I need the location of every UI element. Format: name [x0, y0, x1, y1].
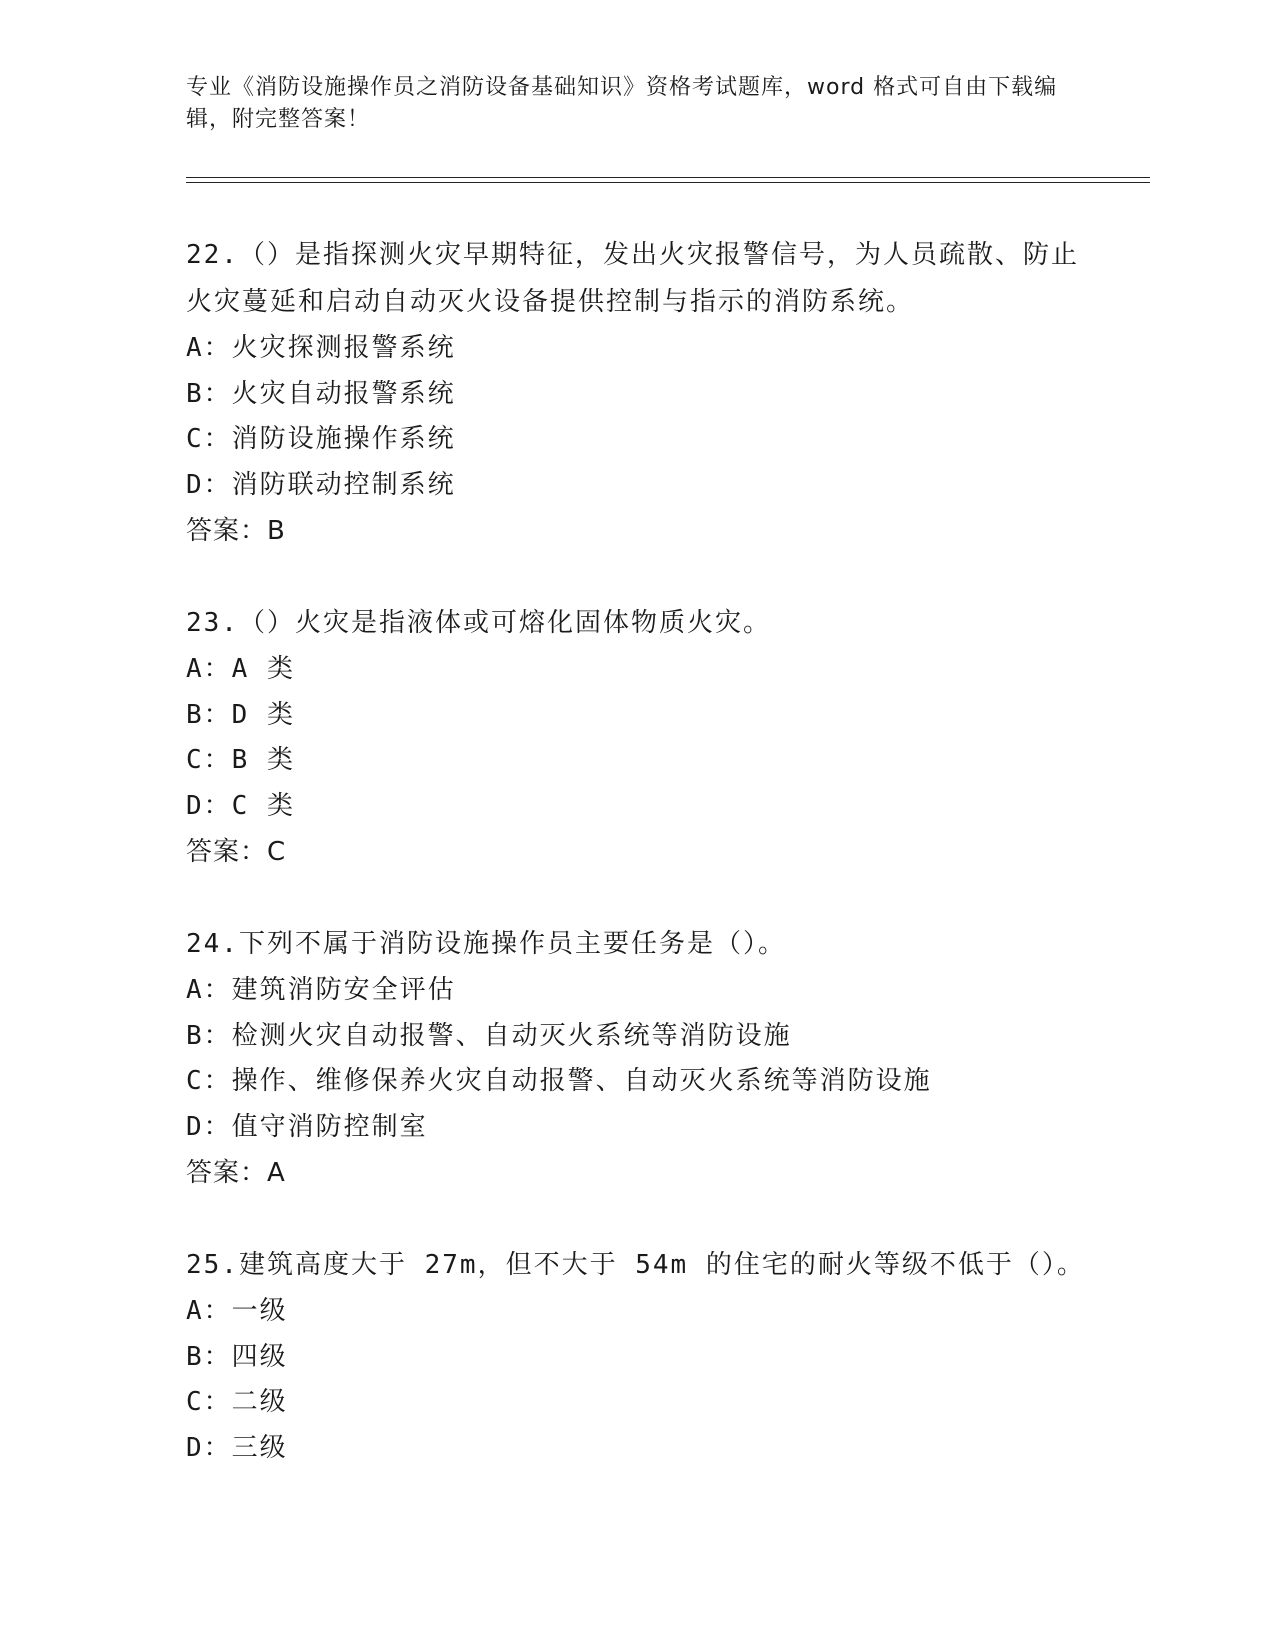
question-23 [186, 600, 1086, 875]
header-divider-top [186, 177, 1150, 178]
option-c: C：消防设施操作系统 [186, 424, 456, 454]
question-stem: 22.（）是指探测火灾早期特征，发出火灾报警信号，为人员疏散、防止火灾蔓延和启动自动灭火设备提供控制与指示的消防系统。 [186, 240, 1079, 317]
option-d: D：值守消防控制室 [186, 1111, 428, 1142]
option-c: C：B 类 [186, 745, 295, 775]
question-25 [186, 1242, 1086, 1471]
question-list [186, 232, 1086, 1517]
header-divider-bottom [186, 182, 1150, 183]
option-d: D：消防联动控制系统 [186, 469, 456, 500]
option-b: B：检测火灾自动报警、自动灭火系统等消防设施 [186, 1020, 792, 1051]
question-stem: 23.（）火灾是指液体或可熔化固体物质火灾。 [186, 608, 771, 638]
option-a: A：一级 [186, 1296, 288, 1326]
option-a: A：A 类 [186, 654, 295, 684]
option-b: B：火灾自动报警系统 [186, 378, 456, 409]
answer-line: 答案：B [186, 516, 286, 546]
option-a: A：建筑消防安全评估 [186, 975, 456, 1005]
option-c: C：二级 [186, 1387, 288, 1417]
document-header: 专业《消防设施操作员之消防设备基础知识》资格考试题库，word 格式可自由下载编辑，附完整答案！ [186, 75, 1058, 132]
option-b: B：四级 [186, 1341, 288, 1372]
option-c: C：操作、维修保养火灾自动报警、自动灭火系统等消防设施 [186, 1066, 932, 1096]
answer-line: 答案：C [186, 837, 287, 867]
option-a: A：火灾探测报警系统 [186, 333, 456, 363]
question-stem: 25.建筑高度大于 27m，但不大于 54m 的住宅的耐火等级不低于（）。 [186, 1250, 1085, 1280]
option-d: D：C 类 [186, 790, 295, 821]
question-22 [186, 232, 1086, 554]
option-d: D：三级 [186, 1432, 288, 1463]
answer-line: 答案：A [186, 1158, 286, 1188]
option-b: B：D 类 [186, 699, 295, 730]
question-24 [186, 921, 1086, 1196]
question-stem: 24.下列不属于消防设施操作员主要任务是（）。 [186, 929, 786, 959]
